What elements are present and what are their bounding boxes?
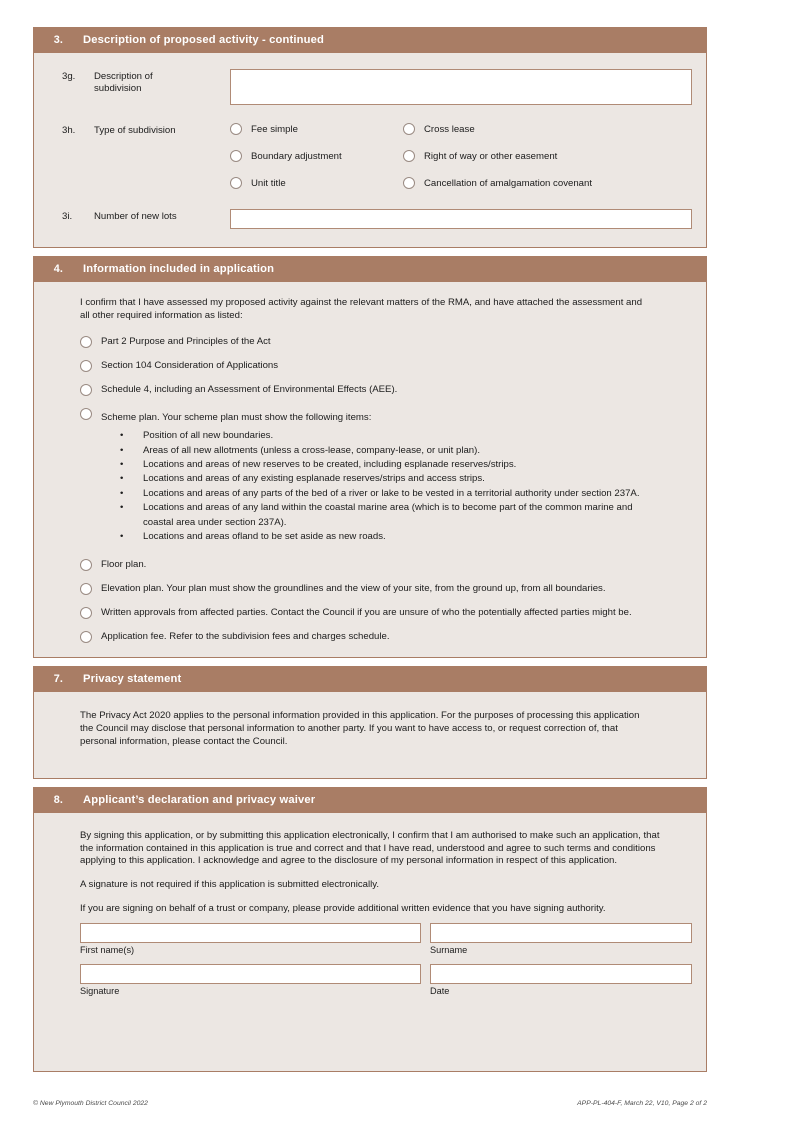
field-control-3g bbox=[230, 69, 692, 105]
form-page bbox=[33, 27, 707, 1072]
bullet-item bbox=[101, 429, 692, 443]
surname-input[interactable] bbox=[430, 923, 692, 943]
declaration-paragraph-1: By signing this application, or by submitting this application electronically, I confirm that I am authorised to make such an application, that the information contained in this application is true and correct and that I have read, understood and agree to such terms and conditions applying to this application. I acknowledge and agree to the disclosure of my personal information in respect of this application. bbox=[80, 830, 660, 867]
checklist-item-section-104[interactable] bbox=[80, 359, 692, 372]
checklist-label: Application fee. Refer to the subdivision fees and charges schedule. bbox=[101, 631, 390, 643]
section-number: 4. bbox=[53, 263, 63, 275]
bullet-dot-icon: • bbox=[120, 430, 124, 442]
field-label-3h: Type of subdivision bbox=[94, 125, 176, 136]
section-header-7 bbox=[33, 666, 707, 692]
section-number: 3. bbox=[53, 34, 63, 46]
radio-circle-icon[interactable] bbox=[80, 408, 92, 420]
radio-circle-icon[interactable] bbox=[80, 360, 92, 372]
surname-cell bbox=[430, 923, 692, 964]
signature-grid bbox=[80, 923, 692, 1005]
checklist-item-elevation-plan[interactable] bbox=[80, 582, 692, 595]
radio-option-unit-title[interactable] bbox=[230, 177, 403, 189]
section-title: Privacy statement bbox=[83, 673, 182, 686]
bullet-text: Locations and areas of new reserves to be created, including esplanade reserves/strips. bbox=[143, 459, 517, 470]
bullet-item bbox=[101, 458, 692, 472]
checklist-label: Elevation plan. Your plan must show the groundlines and the view of your site, from the ground up, from all boundaries. bbox=[101, 583, 606, 595]
section-body-8 bbox=[33, 813, 707, 1072]
field-label-3g: Description of subdivision bbox=[94, 71, 153, 95]
description-of-subdivision-input[interactable] bbox=[230, 69, 692, 105]
first-name-cell bbox=[80, 923, 421, 964]
bullet-dot-icon: • bbox=[120, 459, 124, 470]
radio-circle-icon[interactable] bbox=[80, 607, 92, 619]
radio-circle-icon[interactable] bbox=[230, 150, 242, 162]
page-footer bbox=[33, 1100, 707, 1107]
surname-caption: Surname bbox=[430, 945, 468, 956]
field-row-3i bbox=[48, 209, 692, 229]
bullet-text: Locations and areas of any parts of the bed of a river or lake to be vested in a territorial authority under section 237A. bbox=[143, 487, 640, 499]
declaration-paragraph-2: A signature is not required if this application is submitted electronically. bbox=[80, 879, 379, 890]
section-body-4 bbox=[33, 282, 707, 658]
checklist-label: Part 2 Purpose and Principles of the Act bbox=[101, 336, 271, 348]
radio-option-cancellation-amalgamation[interactable] bbox=[403, 177, 692, 189]
field-row-3h bbox=[48, 123, 692, 189]
privacy-statement-text: The Privacy Act 2020 applies to the personal information provided in this application. For the purposes of processing this application the Council may disclose that personal information to another party. If you want to have access to, or request correction of, that personal information, please contact the Council. bbox=[80, 710, 640, 747]
radio-option-fee-simple[interactable] bbox=[230, 123, 403, 135]
radio-circle-icon[interactable] bbox=[80, 559, 92, 571]
radio-label: Cancellation of amalgamation covenant bbox=[424, 177, 592, 189]
field-label-3i: Number of new lots bbox=[94, 211, 177, 222]
section-header-3 bbox=[33, 27, 707, 53]
radio-label: Right of way or other easement bbox=[424, 150, 558, 162]
section-4-intro: I confirm that I have assessed my proposed activity against the relevant matters of the RMA, and have attached the assessment and all other required information as listed: bbox=[80, 297, 643, 321]
radio-option-cross-lease[interactable] bbox=[403, 123, 692, 135]
checklist-label: Scheme plan. Your scheme plan must show the following items: bbox=[101, 412, 372, 424]
checklist-item-schedule-4[interactable] bbox=[80, 383, 692, 396]
section-title: Applicant’s declaration and privacy waiver bbox=[83, 794, 316, 807]
bullet-item bbox=[101, 472, 692, 486]
checklist-label: Section 104 Consideration of Applications bbox=[101, 360, 279, 372]
section-number: 8. bbox=[53, 794, 63, 807]
radio-option-boundary-adjustment[interactable] bbox=[230, 150, 403, 162]
bullet-dot-icon: • bbox=[120, 444, 124, 456]
field-number-3g: 3g. bbox=[62, 71, 76, 82]
checklist-label: Written approvals from affected parties. Contact the Council if you are unsure of who the potentially affected parties might be. bbox=[101, 607, 632, 619]
date-caption: Date bbox=[430, 986, 450, 997]
section-body-3 bbox=[33, 53, 707, 248]
number-of-new-lots-input[interactable] bbox=[230, 209, 692, 229]
radio-label: Cross lease bbox=[424, 123, 475, 135]
footer-document-reference: APP-PL-404-F, March 22, V10, Page 2 of 2 bbox=[577, 1100, 707, 1107]
checklist-item-floor-plan[interactable] bbox=[80, 558, 692, 571]
bullet-dot-icon: • bbox=[120, 502, 124, 514]
radio-circle-icon[interactable] bbox=[80, 384, 92, 396]
section-title: Information included in application bbox=[83, 263, 275, 275]
bullet-text: Position of all new boundaries. bbox=[143, 430, 274, 442]
radio-circle-icon[interactable] bbox=[403, 123, 415, 135]
radio-circle-icon[interactable] bbox=[403, 177, 415, 189]
subdivision-type-radio-group bbox=[230, 123, 692, 189]
radio-circle-icon[interactable] bbox=[80, 583, 92, 595]
checklist-item-written-approvals[interactable] bbox=[80, 606, 692, 619]
section-body-7 bbox=[33, 692, 707, 779]
field-number-3h: 3h. bbox=[62, 125, 76, 136]
bullet-item bbox=[101, 501, 692, 530]
bullet-item bbox=[101, 444, 692, 458]
field-control-3i bbox=[230, 209, 692, 229]
first-name-caption: First name(s) bbox=[80, 945, 135, 956]
signature-cell bbox=[80, 964, 421, 1005]
checklist-item-scheme-plan[interactable] bbox=[80, 407, 692, 544]
bullet-dot-icon: • bbox=[120, 473, 124, 485]
bullet-text: Locations and areas of any land within the coastal marine area (which is to become part of the common marine and coastal area under section 237A). bbox=[143, 502, 633, 528]
radio-circle-icon[interactable] bbox=[80, 336, 92, 348]
radio-option-right-of-way[interactable] bbox=[403, 150, 692, 162]
section-header-4 bbox=[33, 256, 707, 282]
bullet-text: Areas of all new allotments (unless a cross-lease, company-lease, or unit plan). bbox=[143, 444, 481, 456]
checklist-item-part-2[interactable] bbox=[80, 335, 692, 348]
section-header-8 bbox=[33, 787, 707, 813]
radio-circle-icon[interactable] bbox=[403, 150, 415, 162]
checklist-item-application-fee[interactable] bbox=[80, 630, 692, 643]
footer-copyright: © New Plymouth District Council 2022 bbox=[33, 1100, 148, 1107]
signature-caption: Signature bbox=[80, 986, 120, 997]
bullet-item bbox=[101, 530, 692, 544]
date-input[interactable] bbox=[430, 964, 692, 984]
field-control-3h bbox=[230, 123, 692, 189]
radio-label: Boundary adjustment bbox=[251, 150, 342, 162]
bullet-text: Locations and areas ofland to be set aside as new roads. bbox=[143, 531, 386, 543]
radio-circle-icon[interactable] bbox=[230, 177, 242, 189]
checklist-label: Floor plan. bbox=[101, 559, 147, 571]
radio-circle-icon[interactable] bbox=[80, 631, 92, 643]
scheme-plan-bullet-list bbox=[101, 429, 692, 544]
bullet-dot-icon: • bbox=[120, 487, 124, 499]
bullet-item bbox=[101, 487, 692, 501]
first-name-input[interactable] bbox=[80, 923, 421, 943]
bullet-dot-icon: • bbox=[120, 531, 124, 543]
field-row-3g bbox=[48, 69, 692, 105]
checklist-label: Schedule 4, including an Assessment of Environmental Effects (AEE). bbox=[101, 384, 398, 396]
signature-input[interactable] bbox=[80, 964, 421, 984]
radio-circle-icon[interactable] bbox=[230, 123, 242, 135]
declaration-paragraph-3: If you are signing on behalf of a trust or company, please provide additional written evidence that you have signing authority. bbox=[80, 902, 606, 914]
radio-label: Unit title bbox=[251, 177, 286, 189]
section-title: Description of proposed activity - continued bbox=[83, 34, 324, 46]
radio-label: Fee simple bbox=[251, 123, 298, 135]
date-cell bbox=[430, 964, 692, 1005]
field-number-3i: 3i. bbox=[62, 211, 73, 222]
bullet-text: Locations and areas of any existing esplanade reserves/strips and access strips. bbox=[143, 473, 485, 485]
section-number: 7. bbox=[53, 673, 63, 686]
